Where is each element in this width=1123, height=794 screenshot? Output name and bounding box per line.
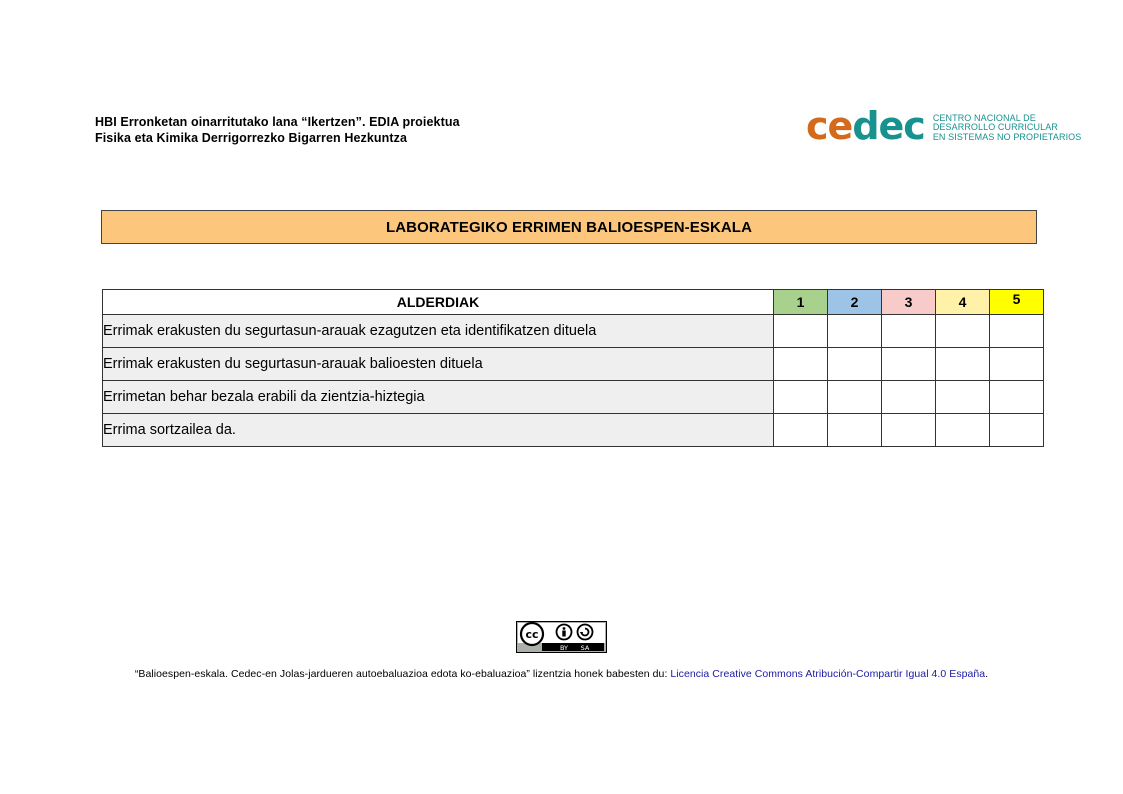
header-line-1: HBI Erronketan oinarritutako lana “Ikertzen”. EDIA proiektua <box>95 115 460 129</box>
share-alike-icon <box>578 625 593 640</box>
score-cell[interactable] <box>990 348 1044 381</box>
score-cell[interactable] <box>936 348 990 381</box>
score-cell[interactable] <box>936 414 990 447</box>
license-notice: “Balioespen-eskala. Cedec-en Jolas-jardueren autoebaluazioa edota ko-ebaluazioa” lizentzia honek babesten du: Licencia Creative Commons Atribución-Compartir Igual 4.0 España. <box>134 668 989 680</box>
score-cell[interactable] <box>774 348 828 381</box>
score-cell[interactable] <box>774 414 828 447</box>
license-link[interactable]: Licencia Creative Commons Atribución-Compartir Igual 4.0 España <box>670 668 986 680</box>
score-cell[interactable] <box>990 315 1044 348</box>
score-cell[interactable] <box>828 381 882 414</box>
score-cell[interactable] <box>882 348 936 381</box>
score-cell[interactable] <box>882 315 936 348</box>
cc-license-badge[interactable] <box>516 621 607 653</box>
score-cell[interactable] <box>936 315 990 348</box>
score-header-3: 3 <box>882 290 936 315</box>
score-cell[interactable] <box>774 381 828 414</box>
table-row <box>103 315 1044 348</box>
table-row <box>103 414 1044 447</box>
aspect-cell: Errima sortzailea da. <box>103 414 774 447</box>
cedec-logo <box>806 104 1082 148</box>
score-header-1: 1 <box>774 290 828 315</box>
license-text: “Balioespen-eskala. Cedec-en Jolas-jardueren autoebaluazioa edota ko-ebaluazioa” lizentzia honek babesten du: <box>134 668 671 680</box>
table-row <box>103 348 1044 381</box>
score-cell[interactable] <box>828 414 882 447</box>
cedec-wordmark: cedec <box>806 104 925 148</box>
score-cell[interactable] <box>774 315 828 348</box>
sa-label: SA <box>580 644 590 652</box>
score-header-4: 4 <box>936 290 990 315</box>
score-header-5: 5 <box>990 290 1044 315</box>
aspect-cell: Errimak erakusten du segurtasun-arauak ezagutzen eta identifikatzen dituela <box>103 315 774 348</box>
score-cell[interactable] <box>828 348 882 381</box>
aspect-cell: Errimak erakusten du segurtasun-arauak balioesten dituela <box>103 348 774 381</box>
score-cell[interactable] <box>936 381 990 414</box>
page-title: LABORATEGIKO ERRIMEN BALIOESPEN-ESKALA <box>101 210 1037 244</box>
table-row <box>103 381 1044 414</box>
score-cell[interactable] <box>990 381 1044 414</box>
by-label: BY <box>559 644 569 652</box>
header-line-2: Fisika eta Kimika Derrigorrezko Bigarren Hezkuntza <box>95 131 408 145</box>
score-cell[interactable] <box>882 381 936 414</box>
cc-icon-label: cc <box>525 628 539 641</box>
evaluation-scale-table <box>102 289 1044 447</box>
score-header-2: 2 <box>828 290 882 315</box>
score-cell[interactable] <box>882 414 936 447</box>
cedec-subtitle: CENTRO NACIONAL DE DESARROLLO CURRICULAR EN SISTEMAS NO PROPIETARIOS <box>932 112 1082 142</box>
score-cell[interactable] <box>990 414 1044 447</box>
document-header <box>95 114 460 146</box>
table-header-row <box>103 290 1044 315</box>
aspect-cell: Errimetan behar bezala erabili da zientzia-hiztegia <box>103 381 774 414</box>
score-cell[interactable] <box>828 315 882 348</box>
aspects-header: ALDERDIAK <box>103 290 774 315</box>
